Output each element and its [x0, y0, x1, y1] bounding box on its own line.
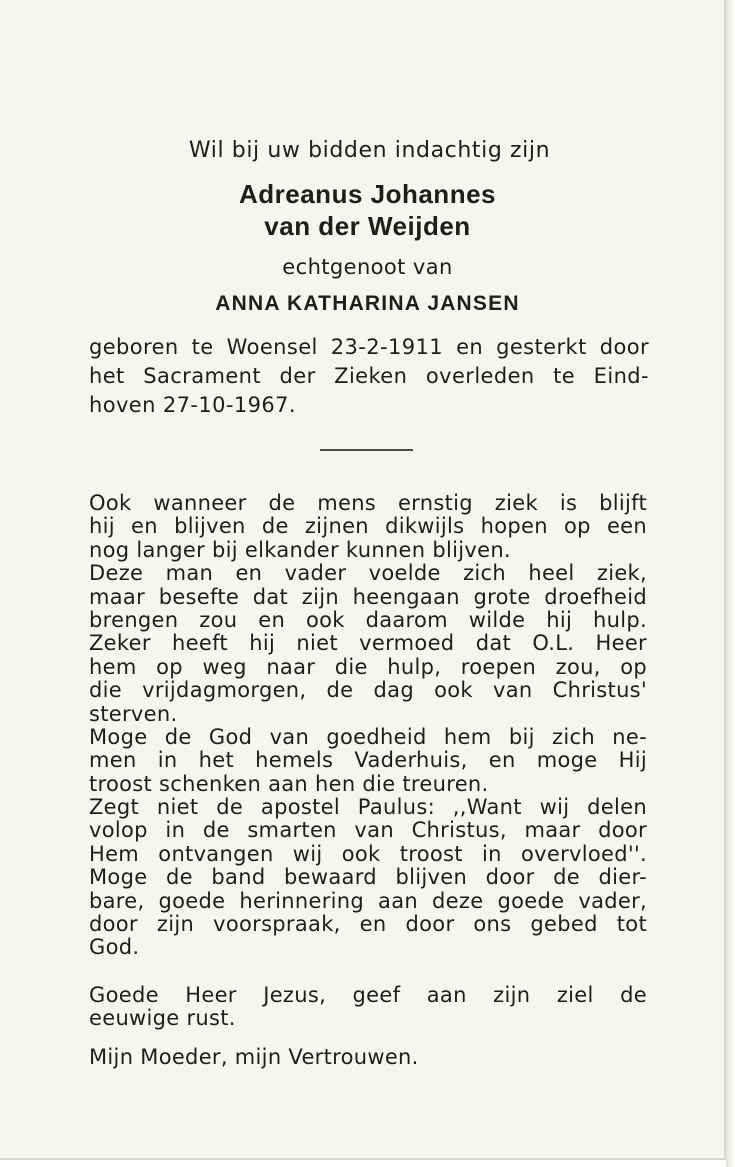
body-line: brengen zou en ook daarom wilde hij hulp.	[89, 607, 647, 632]
intro-text: Wil bij uw bidden indachtig zijn	[188, 138, 551, 163]
spouse-label: echtgenoot van	[282, 255, 453, 279]
body-line: hij en blijven de zijnen dikwijls hopen op een	[89, 514, 647, 539]
body-line: Zeker heeft hij niet vermoed dat O.L. Heer	[89, 631, 647, 656]
body-line: sterven.	[89, 701, 178, 726]
body-line: bare, goede herinnering aan deze goede vader,	[89, 888, 647, 913]
body-line: men in het hemels Vaderhuis, en moge Hij	[89, 748, 647, 773]
body-line: troost schenken aan hen die treuren.	[89, 771, 489, 796]
birth-line: hoven 27-10-1967.	[89, 393, 297, 417]
prayer-paragraph	[89, 983, 647, 1030]
birth-death-paragraph	[89, 333, 649, 420]
body-line: Ook wanneer de mens ernstig ziek is blijft	[89, 491, 647, 515]
body-line: volop in de smarten van Christus, maar door	[89, 818, 647, 843]
deceased-name-first: Adreanus Johannes	[238, 179, 496, 209]
spouse-name: ANNA KATHARINA JANSEN	[215, 292, 520, 315]
birth-line: geboren te Woensel 23-2-1911 en gesterkt door	[89, 335, 649, 359]
body-line: Moge de God van goedheid hem bij zich ne-	[89, 724, 647, 749]
body-line: door zijn voorspraak, en door ons gebed tot	[89, 912, 647, 937]
body-line: hem op weg naar die hulp, roepen zou, op	[89, 654, 647, 679]
card-edge-shadow	[726, 0, 735, 1167]
divider-rule	[320, 449, 413, 451]
body-line: Moge de band bewaard blijven door de dier-	[89, 865, 647, 890]
body-line: die vrijdagmorgen, de dag ook van Christus'	[89, 678, 647, 703]
prayer-line: eeuwige rust.	[89, 1006, 236, 1031]
body-line: Hem ontvangen wij ook troost in overvloed''.	[89, 841, 647, 866]
body-line: Deze man en vader voelde zich heel ziek,	[89, 561, 647, 586]
prayer-line: Goede Heer Jezus, geef aan zijn ziel de	[89, 983, 647, 1007]
body-line: God.	[89, 935, 140, 960]
birth-line: het Sacrament der Zieken overleden te Eind-	[89, 364, 649, 388]
memorial-body	[89, 492, 647, 960]
body-line: Zegt niet de apostel Paulus: ,,Want wij delen	[89, 795, 647, 820]
body-line: maar besefte dat zijn heengaan grote droefheid	[89, 584, 647, 609]
body-line: nog langer bij elkander kunnen blijven.	[89, 537, 511, 562]
deceased-name-last: van der Weijden	[264, 211, 471, 241]
closing-prayer: Mijn Moeder, mijn Vertrouwen.	[89, 1045, 419, 1069]
